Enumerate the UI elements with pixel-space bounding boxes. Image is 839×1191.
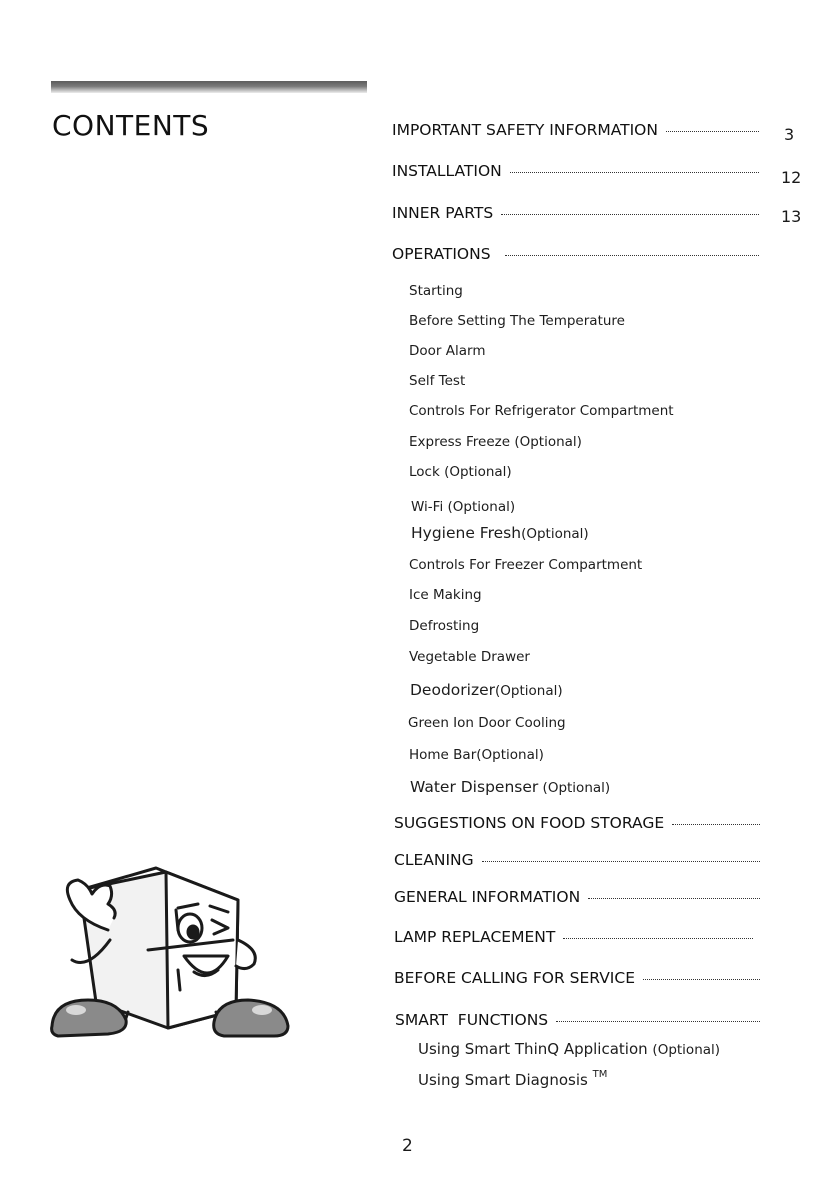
toc-entry-general-information[interactable]: GENERAL INFORMATION [394, 888, 760, 906]
toc-sub-item[interactable]: Controls For Freezer Compartment [409, 557, 643, 573]
toc-entry-food-storage[interactable]: SUGGESTIONS ON FOOD STORAGE [394, 814, 760, 832]
header-bar [51, 81, 367, 93]
toc-sub-item[interactable]: Lock (Optional) [409, 464, 512, 480]
toc-sub-item[interactable]: Vegetable Drawer [409, 649, 530, 665]
toc-sub-item[interactable]: Hygiene Fresh(Optional) [411, 524, 589, 542]
toc-sub-item[interactable]: Starting [409, 283, 463, 299]
toc-entry-installation[interactable]: INSTALLATION [392, 162, 759, 180]
toc-page-installation: 12 [781, 168, 802, 187]
toc-sub-item[interactable]: Door Alarm [409, 343, 486, 359]
toc-page-inner-parts: 13 [781, 207, 802, 226]
toc-entry-smart-functions[interactable]: SMART FUNCTIONS [395, 1011, 760, 1029]
toc-entry-safety[interactable]: IMPORTANT SAFETY INFORMATION [392, 121, 759, 139]
toc-entry-operations[interactable]: OPERATIONS [392, 245, 759, 263]
toc-sub-item[interactable]: Express Freeze (Optional) [409, 434, 582, 450]
toc-page-safety: 3 [784, 125, 795, 144]
refrigerator-mascot-illustration [48, 860, 308, 1060]
toc-entry-before-calling[interactable]: BEFORE CALLING FOR SERVICE [394, 969, 760, 987]
toc-entry-inner-parts[interactable]: INNER PARTS [392, 204, 759, 222]
toc-sub-item[interactable]: Water Dispenser (Optional) [410, 778, 611, 796]
toc-sub-item[interactable]: Controls For Refrigerator Compartment [409, 403, 674, 419]
toc-entry-lamp-replacement[interactable]: LAMP REPLACEMENT [394, 928, 753, 946]
toc-entry-cleaning[interactable]: CLEANING [394, 851, 760, 869]
toc-sub-item[interactable]: Self Test [409, 373, 466, 389]
toc-sub-item[interactable]: Deodorizer(Optional) [410, 681, 563, 699]
page-title: CONTENTS [52, 109, 210, 142]
toc-sub-item[interactable]: Ice Making [409, 587, 482, 603]
page-number: 2 [402, 1136, 413, 1156]
toc-sub-item[interactable]: Defrosting [409, 618, 480, 634]
toc-sub-item[interactable]: Using Smart Diagnosis ™ [418, 1069, 608, 1089]
toc-sub-item[interactable]: Using Smart ThinQ Application (Optional) [418, 1040, 721, 1058]
toc-sub-item[interactable]: Before Setting The Temperature [409, 313, 625, 329]
toc-sub-item[interactable]: Home Bar(Optional) [409, 747, 544, 763]
toc-sub-item[interactable]: Green Ion Door Cooling [408, 715, 566, 731]
toc-sub-item[interactable]: Wi-Fi (Optional) [411, 499, 516, 515]
